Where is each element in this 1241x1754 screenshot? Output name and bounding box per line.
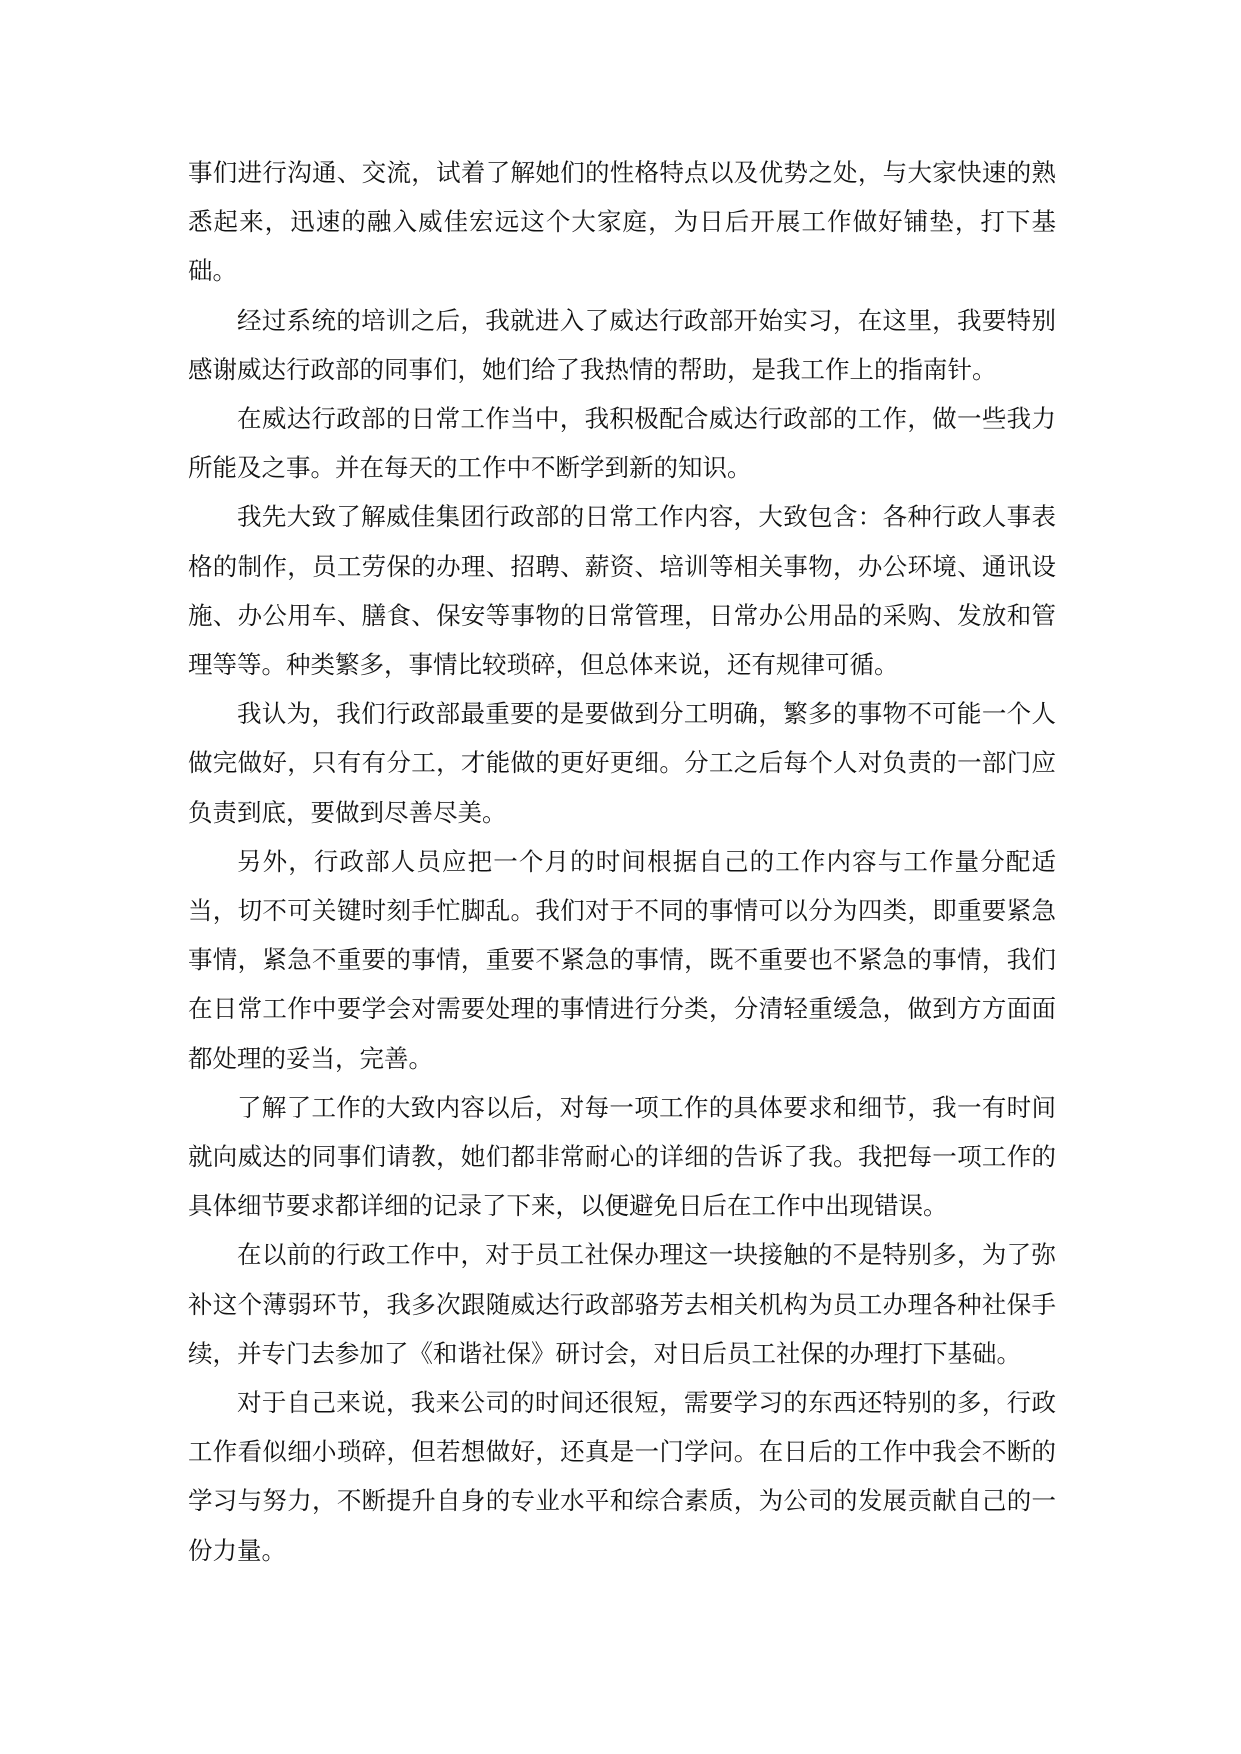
paragraph-8: 在以前的行政工作中，对于员工社保办理这一块接触的不是特别多，为了弥补这个薄弱环节，我多次跟随威达行政部骆芳去相关机构为员工办理各种社保手续，并专门去参加了《和谐社保》研讨会，对日后员工社保的办理打下基础。 <box>188 1240 1056 1368</box>
paragraph-3: 在威达行政部的日常工作当中，我积极配合威达行政部的工作，做一些我力所能及之事。并在每天的工作中不断学到新的知识。 <box>188 404 1056 483</box>
document-body <box>188 148 1056 1575</box>
paragraph-1: 事们进行沟通、交流，试着了解她们的性格特点以及优势之处，与大家快速的熟悉起来，迅速的融入威佳宏远这个大家庭，为日后开展工作做好铺垫，打下基础。 <box>188 158 1056 286</box>
paragraph-4: 我先大致了解威佳集团行政部的日常工作内容，大致包含：各种行政人事表格的制作，员工劳保的办理、招聘、薪资、培训等相关事物，办公环境、通讯设施、办公用车、膳食、保安等事物的日常管理，日常办公用品的采购、发放和管理等等。种类繁多，事情比较琐碎，但总体来说，还有规律可循。 <box>188 502 1056 680</box>
paragraph-2: 经过系统的培训之后，我就进入了威达行政部开始实习，在这里，我要特别感谢威达行政部的同事们，她们给了我热情的帮助，是我工作上的指南针。 <box>188 305 1056 384</box>
paragraph-9: 对于自己来说，我来公司的时间还很短，需要学习的东西还特别的多，行政工作看似细小琐碎，但若想做好，还真是一门学问。在日后的工作中我会不断的学习与努力，不断提升自身的专业水平和综合素质，为公司的发展贡献自己的一份力量。 <box>188 1388 1056 1565</box>
paragraph-6: 另外，行政部人员应把一个月的时间根据自己的工作内容与工作量分配适当，切不可关键时刻手忙脚乱。我们对于不同的事情可以分为四类，即重要紧急事情，紧急不重要的事情，重要不紧急的事情，既不重要也不紧急的事情，我们在日常工作中要学会对需要处理的事情进行分类，分清轻重缓急，做到方方面面都处理的妥当，完善。 <box>188 846 1056 1073</box>
paragraph-7: 了解了工作的大致内容以后，对每一项工作的具体要求和细节，我一有时间就向威达的同事们请教，她们都非常耐心的详细的告诉了我。我把每一项工作的具体细节要求都详细的记录了下来，以便避免日后在工作中出现错误。 <box>188 1092 1056 1221</box>
paragraph-5: 我认为，我们行政部最重要的是要做到分工明确，繁多的事物不可能一个人做完做好，只有有分工，才能做的更好更细。分工之后每个人对负责的一部门应负责到底，要做到尽善尽美。 <box>188 699 1056 827</box>
